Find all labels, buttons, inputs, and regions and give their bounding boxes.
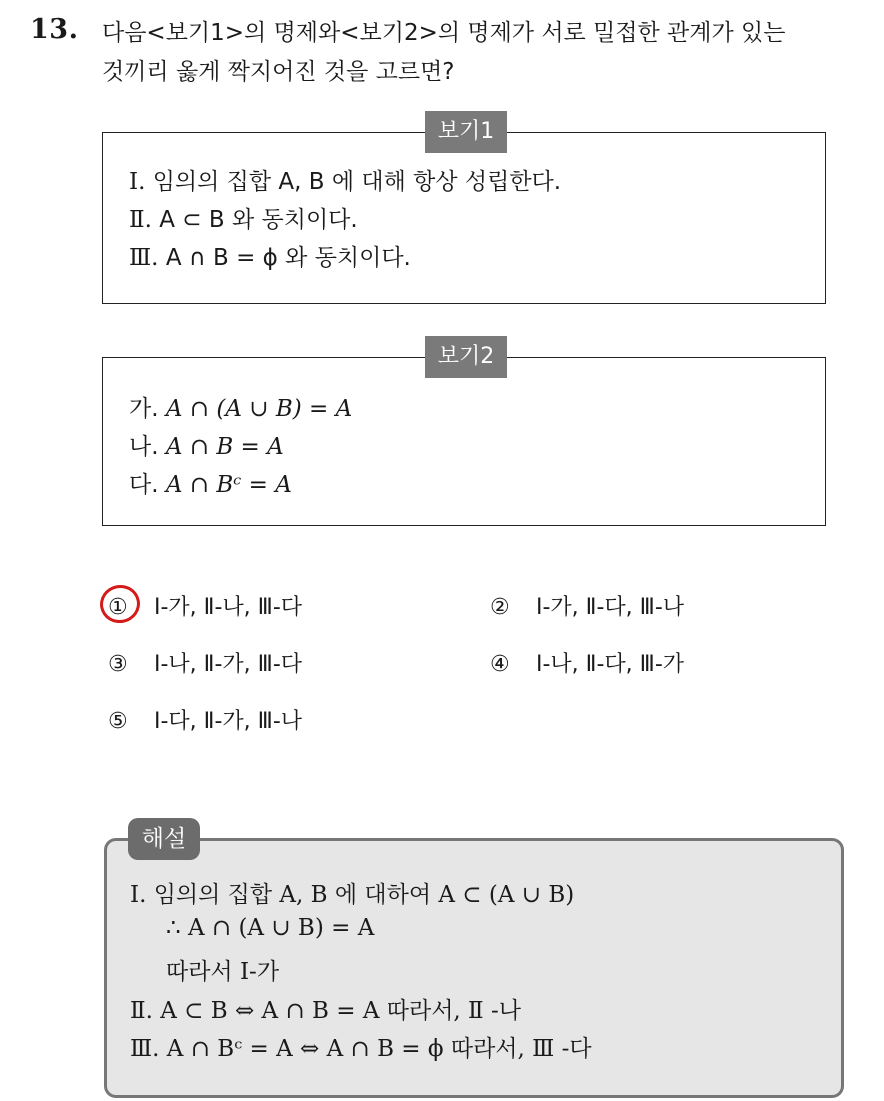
question-text bbox=[102, 14, 872, 92]
question-line-1: 다음<보기1>의 명제와<보기2>의 명제가 서로 밀접한 관계가 있는 bbox=[102, 20, 786, 46]
box2-line-2: 나. A ∩ B = A bbox=[129, 434, 284, 460]
explanation-line-1: Ⅰ. 임의의 집합 A, B 에 대하여 A ⊂ (A ∪ B) bbox=[130, 882, 575, 908]
choice-5[interactable]: ⑤ Ⅰ-다, Ⅱ-가, Ⅲ-나 bbox=[108, 709, 303, 734]
explanation-label: 해설 bbox=[128, 818, 200, 860]
choice-4[interactable]: ④ Ⅰ-나, Ⅱ-다, Ⅲ-가 bbox=[490, 652, 685, 677]
example-box-1-label: 보기1 bbox=[425, 111, 507, 153]
box2-line-1: 가. A ∩ (A ∪ B) = A bbox=[129, 396, 353, 422]
box1-line-3: Ⅲ. A ∩ B = ϕ 와 동치이다. bbox=[129, 245, 411, 271]
example-box-2 bbox=[102, 344, 826, 526]
example-box-2-label: 보기2 bbox=[425, 336, 507, 378]
explanation-line-4: Ⅱ. A ⊂ B ⇔ A ∩ B = A 따라서, Ⅱ -나 bbox=[130, 998, 521, 1024]
explanation-line-3: 따라서 Ⅰ-가 bbox=[166, 959, 280, 985]
example-box-1 bbox=[102, 119, 826, 304]
question-number: 13. bbox=[30, 14, 79, 45]
explanation-line-2: ∴ A ∩ (A ∪ B) = A bbox=[166, 915, 375, 941]
box1-line-1: Ⅰ. 임의의 집합 A, B 에 대해 항상 성립한다. bbox=[129, 169, 562, 195]
box1-line-2: Ⅱ. A ⊂ B 와 동치이다. bbox=[129, 207, 358, 233]
choice-2[interactable]: ② Ⅰ-가, Ⅱ-다, Ⅲ-나 bbox=[490, 595, 685, 620]
explanation-line-5: Ⅲ. A ∩ Bᶜ = A ⇔ A ∩ B = ϕ 따라서, Ⅲ -다 bbox=[130, 1036, 592, 1062]
choice-3[interactable]: ③ Ⅰ-나, Ⅱ-가, Ⅲ-다 bbox=[108, 652, 303, 677]
choice-1[interactable]: ① Ⅰ-가, Ⅱ-나, Ⅲ-다 bbox=[108, 595, 303, 620]
box2-line-3: 다. A ∩ Bᶜ = A bbox=[129, 472, 292, 498]
question-line-2: 것끼리 옳게 짝지어진 것을 고르면? bbox=[102, 59, 455, 85]
